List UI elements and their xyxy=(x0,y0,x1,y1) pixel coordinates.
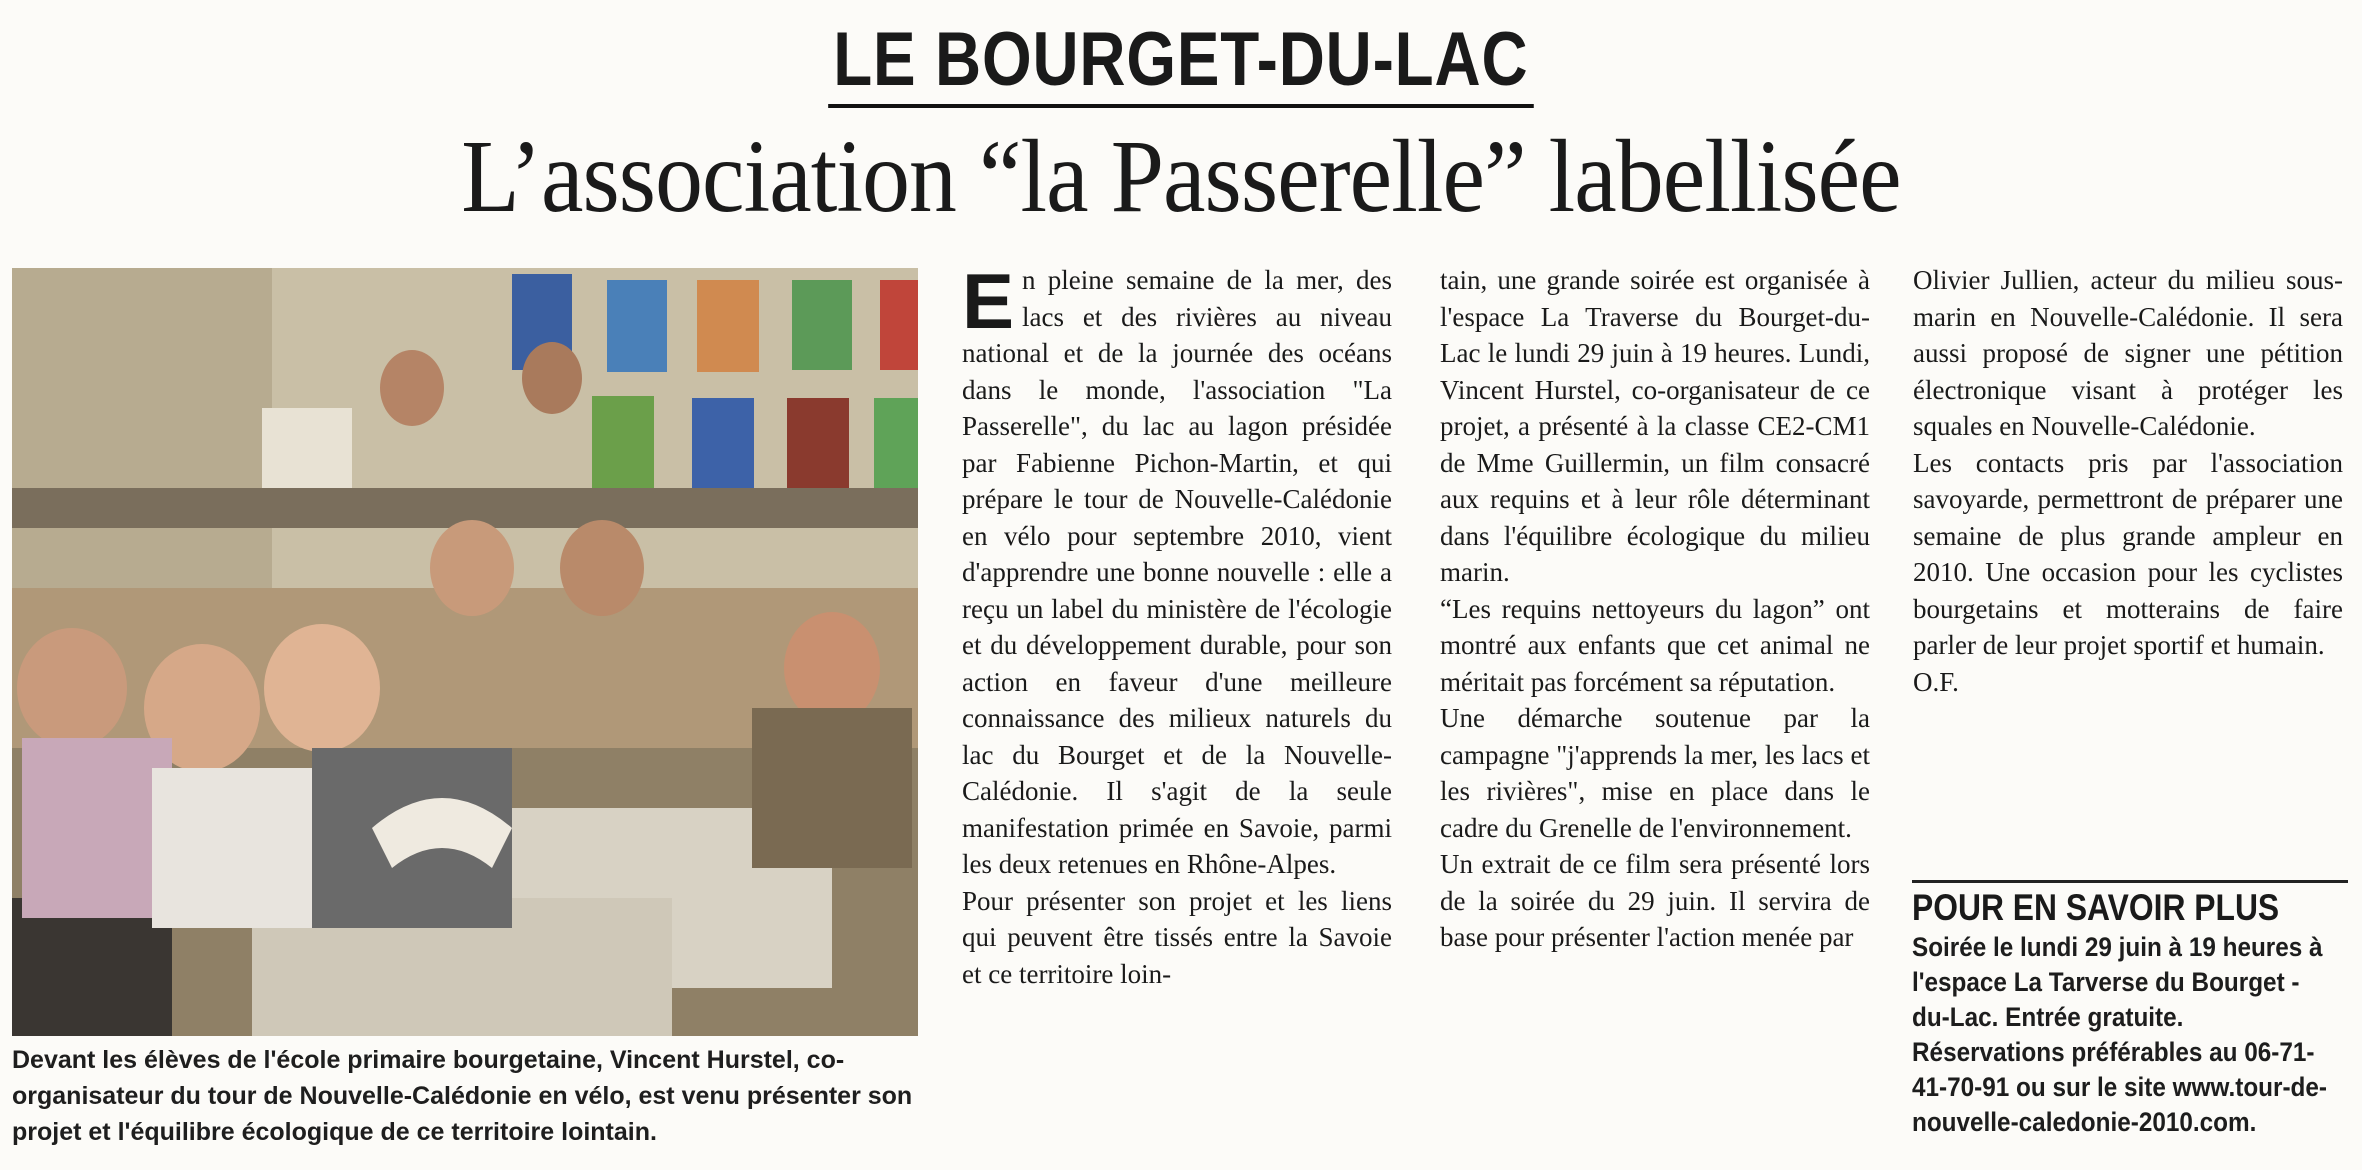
paragraph: Un extrait de ce film sera présenté lors de la soirée du 29 juin. Il servira de base pour présenter l'action menée par xyxy=(1440,849,1870,952)
article-column-1 xyxy=(962,257,1392,992)
info-box-rule xyxy=(1912,880,2348,883)
article-photo xyxy=(12,268,918,1036)
article-column-2 xyxy=(1440,262,1870,956)
info-box-title: POUR EN SAVOIR PLUS xyxy=(1912,887,2280,928)
headline: L’association “la Passerelle” labellisée xyxy=(461,119,1901,234)
paragraph: “Les requins nettoyeurs du lagon” ont montré aux enfants que cet animal ne méritait pas forcément sa réputation. xyxy=(1440,593,1870,697)
photo-caption: Devant les élèves de l'école primaire bourgetaine, Vincent Hurstel, co-organisateur du tour de Nouvelle-Calédonie en vélo, est venu présenter son projet et l'équilibre écologique de ce territoire lointain. xyxy=(12,1046,913,1146)
author-signature: O.F. xyxy=(1913,666,1959,697)
paragraph: Une démarche soutenue par la campagne "j'apprends la mer, les lacs et les rivières", mise en place dans le cadre du Grenelle de l'environnement. xyxy=(1440,703,1870,843)
kicker-text: LE BOURGET-DU-LAC xyxy=(828,18,1533,108)
paragraph: n pleine semaine de la mer, des lacs et des rivières au niveau national et de la journée des océans dans le monde, l'association "La Passerelle", du lac au lagon présidée par Fabienne Pichon-Martin, et qui prépare le tour de Nouvelle-Calédonie en vélo pour septembre 2010, vient d'apprendre une bonne nouvelle : elle a reçu un label du ministère de l'écologie et du développement durable, pour son action en faveur d'une meilleure connaissance des milieux naturels du lac du Bourget et de la Nouvelle-Calédonie. Il s'agit de la seule manifestation primée en Savoie, parmi les deux retenues en Rhône-Alpes. xyxy=(962,265,1392,879)
drop-cap: E xyxy=(962,257,1015,345)
article-column-3 xyxy=(1913,262,2343,700)
section-kicker xyxy=(0,18,2362,108)
paragraph: tain, une grande soirée est organisée à l'espace La Traverse du Bourget-du-Lac le lundi 29 juin à 19 heures. Lundi, Vincent Hurstel, co-organisateur de ce projet, a présenté à la classe CE2-CM1 de Mme Guillermin, un film consacré aux requins et à leur rôle déterminant dans l'équilibre écologique du milieu marin. xyxy=(1440,265,1870,587)
info-box-body: Soirée le lundi 29 juin à 19 heures à l'espace La Tarverse du Bourget -du-Lac. Entrée gratuite. Réservations préférables au 06-71-41-70-91 ou sur le site www.tour-de-nouvelle-caledonie-2010.com. xyxy=(1912,932,2327,1137)
paragraph: Olivier Jullien, acteur du milieu sous-marin en Nouvelle-Calédonie. Il sera aussi proposé de signer une pétition électronique visant à protéger les squales en Nouvelle-Calédonie. xyxy=(1913,265,2343,441)
paragraph: Les contacts pris par l'association savoyarde, permettront de préparer une semaine de plus grande ampleur en 2010. Une occasion pour les cyclistes bourgetains et motterains de faire parler de leur projet sportif et humain. xyxy=(1913,447,2343,660)
paragraph: Pour présenter son projet et les liens qui peuvent être tissés entre la Savoie et ce territoire loin- xyxy=(962,885,1392,989)
